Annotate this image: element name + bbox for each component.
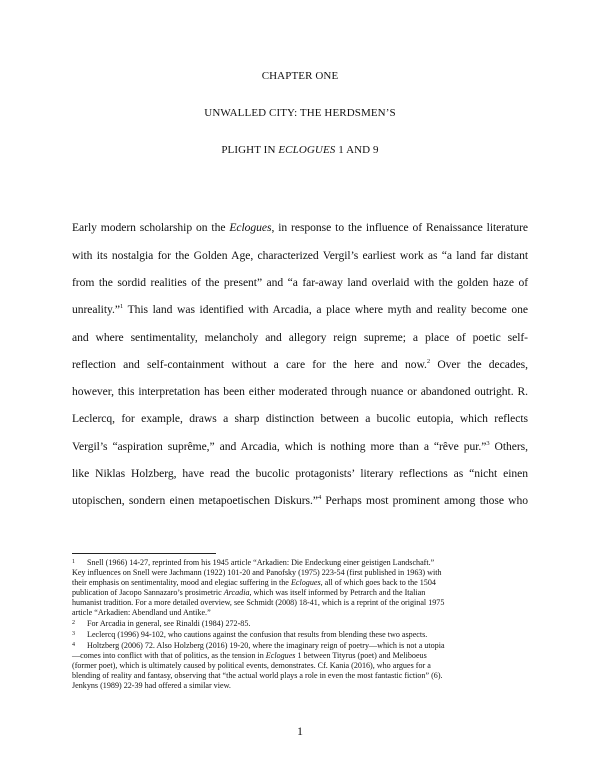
body-line: and where sentimentality, melancholy and allegory reign supreme; a place of poetic self- xyxy=(72,331,528,344)
chapter-title-line-1: UNWALLED CITY: THE HERDSMEN’S xyxy=(204,107,396,119)
text-run: , in response to the influence of Renaissance literature xyxy=(271,221,529,234)
footnote-ref[interactable]: 2 xyxy=(426,358,431,365)
body-line xyxy=(72,494,528,507)
italic-run: Eclogues xyxy=(229,221,272,234)
body-line: with its nostalgia for the Golden Age, characterized Vergil’s earliest work as “a land far distant xyxy=(72,249,528,262)
text-run: , all of which goes back to the 1504 xyxy=(320,578,436,587)
body-line: however, this interpretation has been either moderated through nuance or abandoned outright. R. xyxy=(72,385,528,398)
footnote-line: Jenkyns (1989) 22-39 had offered a similar view. xyxy=(72,681,231,690)
footnote-ref[interactable]: 3 xyxy=(486,440,490,447)
italic-run: Eclogues xyxy=(265,651,296,660)
footnote-line: humanist tradition. For a more detailed overview, see Schmidt (2008) 18-41, which is a reprint of the original 1975 xyxy=(72,598,445,607)
title-text: PLIGHT IN xyxy=(221,144,279,156)
footnote-ref[interactable]: 4 xyxy=(317,494,322,501)
title-text: 1 AND 9 xyxy=(335,144,379,156)
footnote-line xyxy=(72,588,528,598)
footnote-line: article “Arkadien: Abendland und Antike.” xyxy=(72,608,211,617)
text-run: —comes into conflict with that of politics, as the tension in xyxy=(72,651,266,660)
footnote-text: Holtzberg (2006) 72. Also Holzberg (2016) 19-20, where the imaginary reign of poetry—which is not a utopia xyxy=(87,641,445,650)
footnote-line xyxy=(72,651,528,661)
footnote-number: 4 xyxy=(72,642,75,648)
footnote-number: 1 xyxy=(72,559,75,565)
body-line: Leclercq, for example, draws a sharp distinction between a bucolic eutopia, which reflects xyxy=(72,412,528,425)
italic-run: Eclogues xyxy=(290,578,321,587)
text-run: publication of Jacopo Sannazaro’s prosimetric xyxy=(72,588,224,597)
text-run: Vergil’s “aspiration suprême,” and Arcadia, which is nothing more than a “rêve pur.” xyxy=(72,440,487,453)
footnote-number: 2 xyxy=(72,620,75,626)
body-line: like Niklas Holzberg, have read the bucolic protagonists’ literary reflections as “nicht einen xyxy=(72,467,528,480)
footnote-text: Leclercq (1996) 94-102, who cautions against the confusion that results from blending these two aspects. xyxy=(87,630,428,639)
text-run: utopischen, sondern einen metapoetischen Diskurs.” xyxy=(72,494,318,507)
text-run: Perhaps most prominent among those who xyxy=(321,494,528,507)
italic-run: Arcadia xyxy=(223,588,250,597)
text-run: Early modern scholarship on the xyxy=(72,221,230,234)
page-number: 1 xyxy=(297,724,303,738)
chapter-label: CHAPTER ONE xyxy=(261,70,339,82)
title-italic: ECLOGUES xyxy=(278,144,336,156)
text-run: 1 between Tityrus (poet) and Meliboeus xyxy=(295,651,427,660)
footnote-text: Snell (1966) 14-27, reprinted from his 1945 article “Arkadien: Die Endeckung einer geistigen Landschaft.” xyxy=(87,558,435,567)
text-run: their emphasis on sentimentality, mood and elegiac suffering in the xyxy=(72,578,291,587)
footnote-text: For Arcadia in general, see Rinaldi (1984) 272-85. xyxy=(87,619,251,628)
text-run: reflection and self-containment without a care for the here and now. xyxy=(72,358,427,371)
footnote-line: Key influences on Snell were Jachmann (1922) 101-20 and Panofsky (1975) 223-54 (first published in 1963) with xyxy=(72,568,442,577)
body-line xyxy=(72,221,528,234)
chapter-title-line-2 xyxy=(0,144,600,156)
body-line xyxy=(72,358,528,371)
body-line xyxy=(72,303,528,316)
text-run: , which was itself informed by Petrarch and the Italian xyxy=(249,588,426,597)
footnote-divider xyxy=(72,553,216,554)
body-line xyxy=(72,440,528,453)
footnote-line xyxy=(72,578,528,588)
text-run: unreality.” xyxy=(72,303,120,316)
text-run: This land was identified with Arcadia, a place where myth and reality become one xyxy=(123,303,528,316)
footnote-number: 3 xyxy=(72,631,75,637)
text-run: Others, xyxy=(489,440,528,453)
footnote-line: (former poet), which is ultimately caused by political events, demonstrates. Cf. Kania (2016), who argues for a xyxy=(72,661,431,670)
footnote-ref[interactable]: 1 xyxy=(119,303,124,310)
body-line: from the sordid realities of the present” and “a far-away land overlaid with the golden haze of xyxy=(72,276,528,289)
text-run: Over the decades, xyxy=(430,358,528,371)
footnote-line: blending of reality and fantasy, observing that “the actual world plays a role in even the most fantastic fiction” (6). xyxy=(72,671,443,680)
